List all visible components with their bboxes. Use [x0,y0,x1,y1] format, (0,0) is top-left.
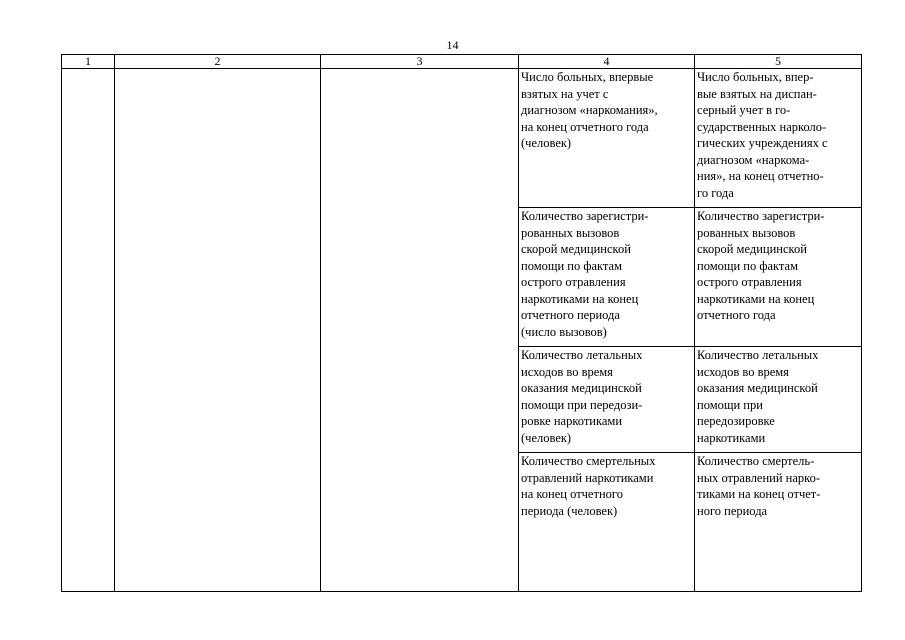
column-3-cell [321,69,519,592]
table-header-row [62,55,862,69]
column-header-1: 1 [62,55,115,69]
column-header-5: 5 [695,55,862,69]
indicator-cell: Число больных, впер- вые взятых на диспан- серный учет в го- сударственных нарколо- гических учреждениях с диагнозом «наркома- ния», на конец отчетно- го года [695,69,862,208]
indicator-cell: Количество смертельных отравлений наркотиками на конец отчетного периода (человек) [519,453,695,592]
indicator-cell: Количество летальных исходов во время оказания медицинской помощи при передози- ровке наркотиками (человек) [519,347,695,453]
document-table [61,54,862,592]
indicator-cell: Количество зарегистри- рованных вызовов скорой медицинской помощи по фактам острого отравления наркотиками на конец отчетного периода (число вызовов) [519,208,695,347]
indicator-cell: Количество зарегистри- рованных вызовов скорой медицинской помощи по фактам острого отравления наркотиками на конец отчетного года [695,208,862,347]
column-header-4: 4 [519,55,695,69]
column-2-cell [115,69,321,592]
indicator-cell: Количество летальных исходов во время оказания медицинской помощи при передозировке наркотиками [695,347,862,453]
table-row [62,69,862,208]
indicator-cell: Число больных, впервые взятых на учет с диагнозом «наркомания», на конец отчетного года (человек) [519,69,695,208]
page-number: 14 [446,38,459,52]
indicator-cell: Количество смертель- ных отравлений нарко- тиками на конец отчет- ного периода [695,453,862,592]
column-header-3: 3 [321,55,519,69]
column-header-2: 2 [115,55,321,69]
column-1-cell [62,69,115,592]
